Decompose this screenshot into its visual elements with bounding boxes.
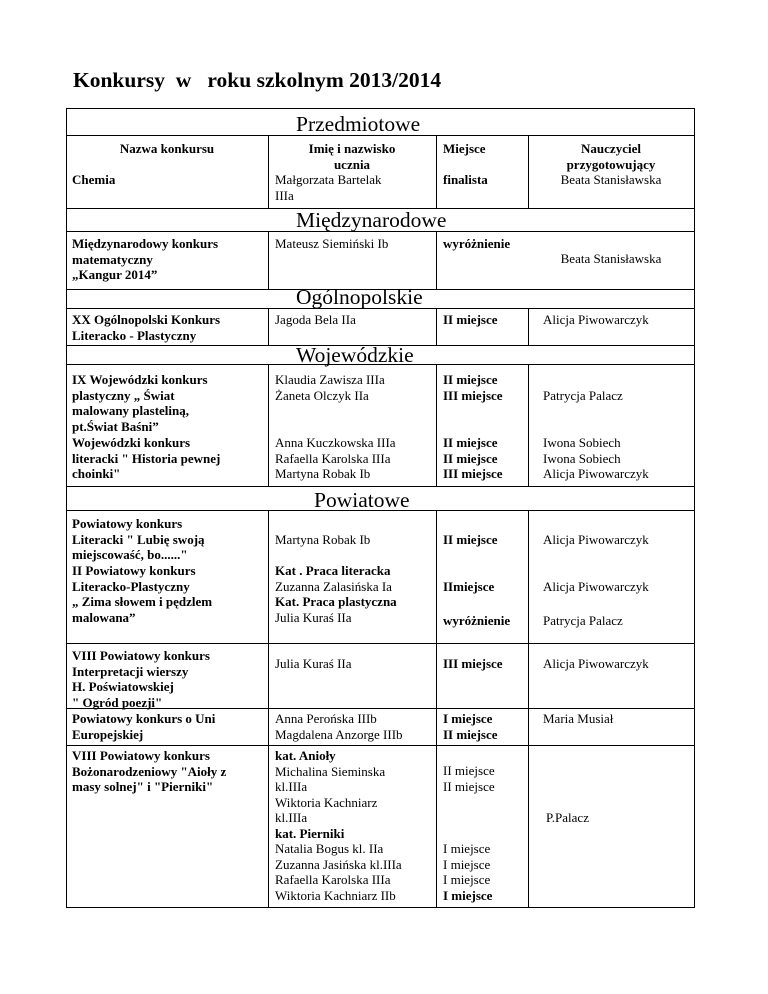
contest-name: Chemia <box>72 172 116 187</box>
section-title-wojewodzkie: Wojewódzkie <box>296 343 414 367</box>
teachers: Iwona Sobiech Iwona Sobiech Alicja Piwowarczyk <box>543 435 649 481</box>
places: I miejsce I miejsce I miejsce I miejsce <box>443 841 493 903</box>
page-title: Konkursy w roku szkolnym 2013/2014 <box>73 68 442 92</box>
column-divider <box>528 510 529 908</box>
column-divider <box>436 308 437 345</box>
column-divider <box>268 510 269 908</box>
section-title-ogolnopolskie: Ogólnopolskie <box>296 285 423 309</box>
teacher: Alicja Piwowarczyk <box>543 656 649 671</box>
column-divider <box>268 231 269 289</box>
row-divider <box>66 643 695 644</box>
table-border-left <box>66 108 67 908</box>
column-divider <box>268 308 269 345</box>
column-divider <box>436 364 437 486</box>
contest-name: VIII Powiatowy konkurs Bożonarodzeniowy "Aioły z masy solnej" i "Pierniki" <box>72 748 227 794</box>
column-divider <box>436 231 437 289</box>
contest-name: IX Wojewódzki konkurs plastyczny „ Świat malowany plasteliną, pt.Świat Baśni” <box>72 372 208 434</box>
student-names: Jagoda Bela IIa <box>275 312 356 327</box>
places: II miejsce II miejsce <box>443 763 495 794</box>
student-names: Anna Perońska IIIb Magdalena Anzorge IIIb <box>275 711 403 742</box>
student-names: Anna Kuczkowska IIIa Rafaella Karolska IIIa Martyna Robak Ib <box>275 435 396 481</box>
teacher: Beata Stanisławska <box>560 172 662 187</box>
section-divider <box>66 486 695 487</box>
teacher: Patrycja Palacz <box>543 613 623 628</box>
contest-name: II Powiatowy konkurs Literacko-Plastyczny „ Zima słowem i pędzlem malowana” <box>72 563 213 625</box>
teacher: Beata Stanisławska <box>560 251 662 266</box>
teacher: Alicja Piwowarczyk <box>543 579 649 594</box>
place: IImiejsce <box>443 579 495 594</box>
column-divider <box>528 308 529 345</box>
teacher: Alicja Piwowarczyk <box>543 532 649 547</box>
contest-name: Wojewódzki konkurs literacki " Historia pewnej choinki" <box>72 435 221 481</box>
place: finalista <box>443 172 488 187</box>
section-title-przedmiotowe: Przedmiotowe <box>296 112 421 136</box>
column-divider <box>436 510 437 908</box>
teacher: Maria Musiał <box>543 711 614 726</box>
student-names: Klaudia Zawisza IIIa Żaneta Olczyk IIa <box>275 372 385 403</box>
places: II miejsce II miejsce III miejsce <box>443 435 503 481</box>
row-divider <box>66 745 695 746</box>
places: II miejsce III miejsce <box>443 372 503 403</box>
column-divider <box>268 364 269 486</box>
table-border-top <box>66 108 695 109</box>
places: I miejsce II miejsce <box>443 711 498 742</box>
student-names: Kat . Praca literacka Zuzanna Zalasińska Ia Kat. Praca plastyczna Julia Kuraś IIa <box>275 563 397 625</box>
place: wyróżnienie <box>443 236 511 251</box>
header-teacher: Nauczyciel przygotowujący <box>566 141 656 172</box>
section-title-miedzynarodowe: Międzynarodowe <box>296 208 447 232</box>
contest-name: Powiatowy konkurs o Uni Europejskiej <box>72 711 216 742</box>
header-contest-name: Nazwa konkursu <box>119 141 215 156</box>
student-names: Mateusz Siemiński Ib <box>275 236 389 251</box>
section-title-powiatowe: Powiatowe <box>314 488 410 512</box>
teacher: P.Palacz <box>546 810 589 825</box>
student-names: kat. Anioły Michalina Sieminska kl.IIIa Wiktoria Kachniarz kl.IIIa kat. Pierniki Natalia Bogus kl. IIa Zuzanna Jasińska kl.IIIa Rafaella Karolska IIIa Wiktoria Kachniarz IIb <box>275 748 402 903</box>
place: II miejsce <box>443 532 498 547</box>
place: wyróżnienie <box>443 613 511 628</box>
contests-table <box>66 108 695 908</box>
contest-name: VIII Powiatowy konkurs Interpretacji wierszy H. Poświatowskiej " Ogród poezji" <box>72 648 210 710</box>
student-names: Małgorzata Bartelak IIIa <box>275 172 382 203</box>
table-border-right <box>694 108 695 908</box>
student-names: Martyna Robak Ib <box>275 532 371 547</box>
teacher: Alicja Piwowarczyk <box>543 312 649 327</box>
column-divider <box>528 364 529 486</box>
table-border-bottom <box>66 907 695 908</box>
contest-name: XX Ogólnopolski Konkurs Literacko - Plastyczny <box>72 312 221 343</box>
place: II miejsce <box>443 312 498 327</box>
student-names: Julia Kuraś IIa <box>275 656 352 671</box>
contest-name: Powiatowy konkurs Literacki " Lubię swoją miejscowaść, bo......" <box>72 516 205 562</box>
place: III miejsce <box>443 656 503 671</box>
column-divider <box>436 135 437 208</box>
contest-name: Międzynarodowy konkurs matematyczny „Kangur 2014” <box>72 236 219 282</box>
teacher: Patrycja Palacz <box>543 388 623 403</box>
header-place: Miejsce <box>443 141 486 156</box>
header-student: Imię i nazwisko ucznia <box>308 141 396 172</box>
